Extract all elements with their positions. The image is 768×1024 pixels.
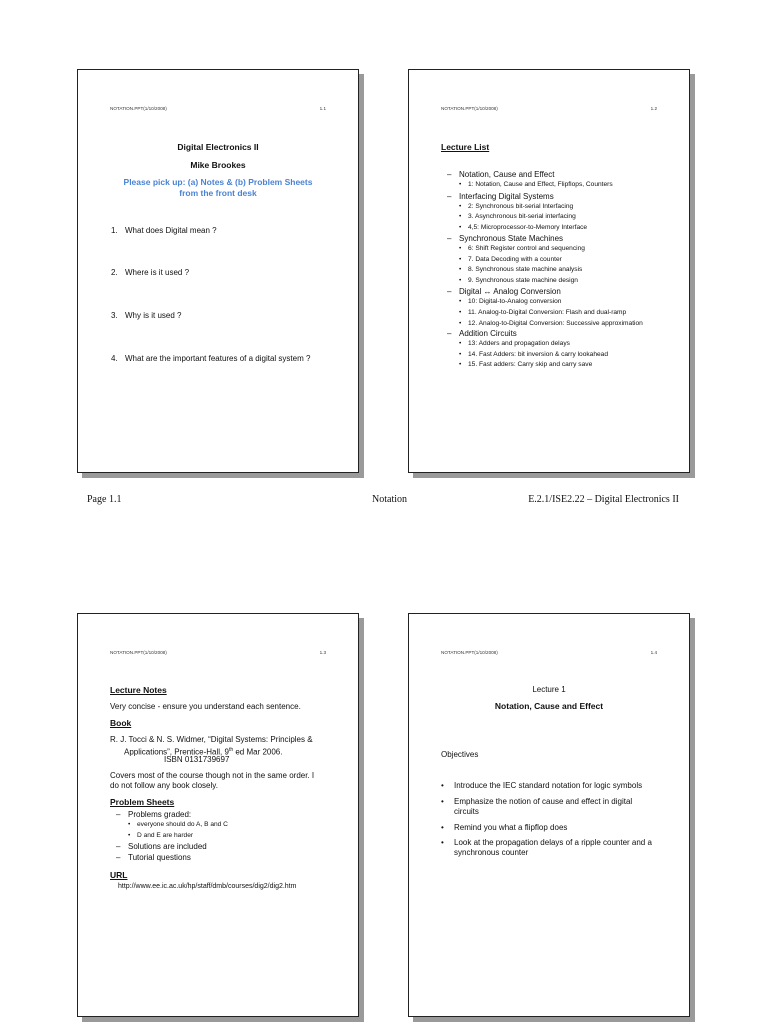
book-reference-line1: R. J. Tocci & N. S. Widmer, “Digital Systems: Principles & — [110, 735, 313, 744]
header-filename: NOTATION.PPT(1/10/2008) — [110, 650, 167, 655]
lecture-notes-text: Very concise - ensure you understand each sentence. — [110, 702, 301, 711]
question-item — [111, 268, 189, 277]
section-name: Digital ↔ Analog Conversion — [459, 287, 561, 296]
section-name: Notation, Cause and Effect — [459, 170, 555, 179]
footer-page: Page 1.1 — [87, 494, 122, 505]
lecture-item: • 1: Notation, Cause and Effect, Flipflops, Counters — [459, 180, 669, 191]
objective-text: Remind you what a flipflop does — [454, 823, 568, 832]
slide-number: 1.3 — [319, 650, 326, 655]
question-text: Where is it used ? — [125, 268, 190, 277]
slide-number: 1.2 — [650, 106, 657, 111]
course-title: Digital Electronics II — [177, 142, 259, 152]
objective-item: • Remind you what a flipflop does — [441, 823, 568, 832]
slide-1-1 — [77, 69, 359, 473]
question-number: 2. — [111, 268, 118, 277]
book-heading: Book — [110, 718, 132, 728]
lecture-item: • 13: Adders and propagation delays — [459, 339, 669, 350]
lecture-item: • 6: Shift Register control and sequencing — [459, 244, 669, 255]
header-filename: NOTATION.PPT(1/10/2008) — [441, 106, 498, 111]
section-item — [447, 286, 669, 328]
lecture-item: • 11. Analog-to-Digital Conversion: Flash and dual-ramp — [459, 308, 669, 319]
graded-item: • D and E are harder — [128, 831, 338, 842]
section-item — [447, 328, 669, 371]
header-filename: NOTATION.PPT(1/10/2008) — [441, 650, 498, 655]
footer-topic: Notation — [372, 494, 407, 505]
lecture-item: • 4,5: Microprocessor-to-Memory Interface — [459, 223, 669, 234]
objective-item: • Introduce the IEC standard notation for logic symbols — [441, 781, 643, 790]
lecture-item: • 9. Synchronous state machine design — [459, 276, 669, 287]
book-comment-line1: Covers most of the course though not in the same order. I — [110, 771, 315, 780]
question-text: What does Digital mean ? — [125, 226, 217, 235]
lecture-label: Lecture 1 — [532, 685, 566, 694]
footer-course: E.2.1/ISE2.22 – Digital Electronics II — [528, 494, 679, 505]
edition-suffix: th — [228, 747, 234, 753]
slide-header — [441, 650, 657, 655]
lecture-item: • 10: Digital-to-Analog conversion — [459, 297, 669, 308]
problem-item: – Solutions are included — [116, 841, 338, 852]
question-item — [111, 311, 181, 320]
slide-header — [441, 106, 657, 111]
lecture-item: • 7. Data Decoding with a counter — [459, 255, 669, 266]
problem-item: – Tutorial questions — [116, 852, 338, 863]
slide-number: 1.1 — [319, 106, 326, 111]
objective-text: Introduce the IEC standard notation for logic symbols — [454, 781, 643, 790]
lecture-item: • 3. Asynchronous bit-serial interfacing — [459, 212, 669, 223]
slide-1-3 — [77, 613, 359, 1017]
lecture-list-heading: Lecture List — [441, 142, 490, 152]
lecture-item: • 12. Analog-to-Digital Conversion: Successive approximation — [459, 319, 669, 328]
slide-1-4 — [408, 613, 690, 1017]
objective-item: • Look at the propagation delays of a ripple counter and a synchronous counter — [441, 838, 652, 857]
slide-header — [110, 106, 326, 111]
course-url-link[interactable]: http://www.ee.ic.ac.uk/hp/staff/dmb/courses/dig2/dig2.htm — [118, 883, 297, 890]
lecture-title: Notation, Cause and Effect — [494, 701, 604, 711]
book-publisher: Applications”, Prentice-Hall, 9 — [124, 747, 229, 757]
question-item — [111, 354, 310, 363]
book-comment-line2: do not follow any book closely. — [110, 781, 218, 790]
lecture-item: • 8. Synchronous state machine analysis — [459, 265, 669, 276]
section-name: Synchronous State Machines — [459, 234, 564, 243]
lecture-item: • 15. Fast adders: Carry skip and carry save — [459, 360, 669, 371]
problem-sheets-heading: Problem Sheets — [110, 797, 175, 807]
objective-text: Look at the propagation delays of a ripple counter and a synchronous counter — [454, 838, 652, 857]
pickup-notice-line1: Please pick up: (a) Notes & (b) Problem Sheets — [123, 177, 313, 187]
graded-item: • everyone should do A, B and C — [128, 820, 338, 831]
book-isbn: ISBN 0131739697 — [164, 755, 230, 764]
objective-text: Emphasize the notion of cause and effect in digital circuits — [454, 797, 633, 816]
book-date: ed Mar 2006. — [233, 747, 283, 757]
question-text: Why is it used ? — [125, 311, 182, 320]
lecture-list — [447, 169, 669, 371]
question-number: 3. — [111, 311, 118, 320]
slide-number: 1.4 — [650, 650, 657, 655]
question-text: What are the important features of a digital system ? — [125, 354, 311, 363]
question-item — [111, 226, 217, 235]
header-filename: NOTATION.PPT(1/10/2008) — [110, 106, 167, 111]
problem-sheets-list — [116, 809, 338, 863]
objective-item: • Emphasize the notion of cause and effect in digital circuits — [441, 797, 633, 816]
slide-header — [110, 650, 326, 655]
slide-1-2 — [408, 69, 690, 473]
section-name: Interfacing Digital Systems — [459, 191, 554, 201]
pickup-notice-line2: from the front desk — [179, 188, 257, 198]
lecture-notes-heading: Lecture Notes — [110, 685, 167, 695]
lecture-item: • 14. Fast Adders: bit inversion & carry lookahead — [459, 350, 669, 361]
section-item — [447, 191, 669, 234]
problems-graded-label: Problems graded: — [128, 810, 192, 819]
section-item — [447, 233, 669, 286]
objectives-label: Objectives — [441, 750, 479, 759]
lecture-item: • 2: Synchronous bit-serial Interfacing — [459, 202, 669, 213]
problem-item — [116, 809, 338, 841]
question-number: 1. — [111, 226, 118, 235]
author-name: Mike Brookes — [190, 160, 246, 170]
section-item — [447, 169, 669, 191]
question-number: 4. — [111, 354, 118, 363]
url-heading: URL — [110, 870, 128, 880]
section-name: Addition Circuits — [459, 329, 517, 338]
